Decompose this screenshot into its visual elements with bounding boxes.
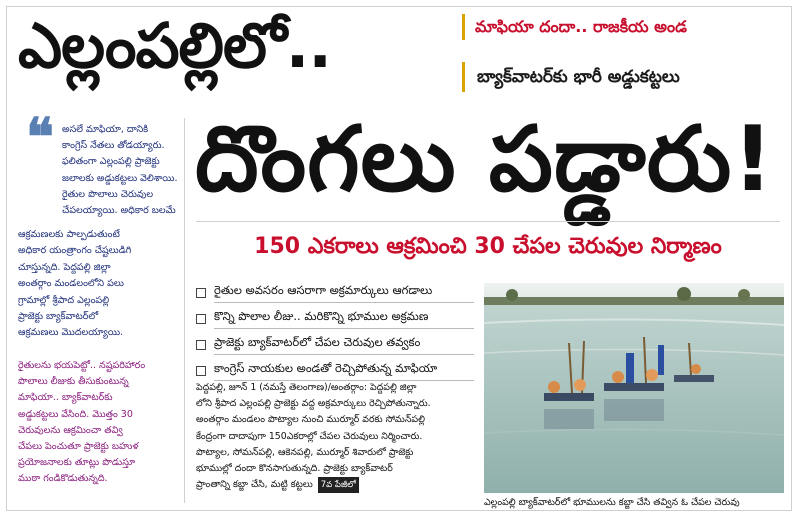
- body-line: భూముల్లో దందా కొనసాగుతున్నది. ప్రాజెక్టు బ్యాక్‌వాటర్‌: [196, 463, 393, 475]
- bullet-text: కాంగ్రెస్‌ నాయకుల అండతో రెచ్చిపోతున్న మాఫియా: [214, 361, 474, 381]
- bullet-item: [196, 282, 474, 304]
- sidebar-line: జలాలకు అడ్డుకట్టలు వెలిశాయి.: [62, 172, 178, 184]
- body-line: [196, 477, 476, 493]
- sidebar-line: రైతులను భయపెట్టో.. నష్టపరిహారం: [18, 360, 146, 371]
- checkbox-bullet-icon: [196, 314, 206, 324]
- sidebar-line: కాంగ్రెస్‌ నేతలు తోడయ్యారు.: [62, 140, 165, 152]
- sidebar-line: ప్రాజెక్టు బ్యాక్‌వాటర్‌లో: [18, 311, 99, 323]
- bullet-item: [196, 360, 474, 382]
- sidebar-line: చెరువులను ఆక్రమించా తవ్వి: [18, 424, 123, 436]
- subdeck: బ్యాక్‌వాటర్‌కు భారీ అడ్డుకట్టలు: [462, 62, 780, 92]
- sidebar-line: ఫలితంగా ఎల్లంపల్లి ప్రాజెక్టు: [62, 156, 160, 168]
- body-line: పొట్యాల, సోమన్‌పల్లి, ఆకెనపల్లి, ముర్మూర్‌ శివారులో ప్రాజెక్టు: [196, 446, 414, 458]
- checkbox-bullet-icon: [196, 340, 206, 350]
- sidebar-line: పొలాలు లీజుకు తీసుకుంటున్న: [18, 376, 129, 388]
- sidebar-line: గ్రామాల్లో శ్రీపాద ఎల్లంపల్లి: [18, 294, 110, 306]
- bullet-text: కొన్ని పొలాల లీజు.. మరికొన్ని భూముల అక్రమణ: [214, 309, 474, 329]
- article-body: [196, 380, 476, 493]
- bullet-text: ప్రాజెక్టు బ్యాక్‌వాటర్‌లో చేపల చెరువుల తవ్వకం: [214, 335, 474, 355]
- sidebar-line: ప్రయోజనాలకు తూట్లు పొడుస్తూ: [18, 457, 136, 469]
- sidebar-line: రైతుల పొలాలు చెరువుల: [62, 188, 154, 200]
- sidebar-line: అడ్డుకట్టలు వేసింది. మొత్తం 30: [18, 408, 133, 420]
- strap-headline: 150 ఎకరాలు ఆక్రమించి 30 చేపల చెరువుల నిర్మాణం: [254, 234, 722, 259]
- body-line: పెద్దపల్లి, జూన్‌ 1 (నమస్తే తెలంగాణ)/అంతర్గాం: పెద్దపల్లి జిల్లా: [196, 382, 417, 393]
- sidebar-middle: [18, 227, 182, 342]
- news-photo: [484, 283, 784, 493]
- body-line: అంతర్గాం మండలం పొట్యాల నుంచి ముర్మూర్‌ వరకు సోమన్‌పల్లి: [196, 414, 425, 426]
- sidebar-line: ఆక్రమణలు మొదలయ్యాయి.: [18, 327, 124, 339]
- body-line: కేంద్రంగా దాదాపుగా 150ఎకరాల్లో చేపల చెరువులు నిర్మించారు.: [196, 430, 423, 442]
- sidebar-line: ఆక్రమణలకు పాల్పడుతుంటే: [18, 229, 120, 240]
- body-line-text: ప్రాంతాన్ని కబ్జా చేసి, మట్టి కట్టలు: [196, 479, 313, 491]
- sidebar-line: అసలే మాఫియా, దానికి: [62, 124, 149, 135]
- sidebar-line: చేపలయ్యాయి. అధికార బలమే: [62, 205, 176, 217]
- headline-line2: దొంగలు పడ్డారు!: [195, 107, 775, 212]
- bullet-list: [196, 282, 474, 386]
- body-line: లోని శ్రీపాద ఎల్లంపల్లి ప్రాజెక్టు వద్ద అక్రమార్కులు రెచ్చిపోతున్నారు.: [196, 398, 431, 410]
- kicker: మాఫియా దందా.. రాజకీయ అండ: [462, 14, 780, 40]
- sidebar-line: అధికార యంత్రాంగం చేష్టలుడిగి: [18, 245, 132, 257]
- bullet-item: [196, 308, 474, 330]
- sidebar-top: [62, 122, 180, 219]
- sidebar-line: చూస్తున్నది. పెద్దపల్లి జిల్లా: [18, 261, 111, 273]
- sidebar-line: ముఠా గండికొడుతున్నది.: [18, 473, 108, 485]
- sidebar-line: చేపలు పెంచుతూ ప్రాజెక్టు బహుళ: [18, 441, 139, 453]
- headline-line1: ఎల్లంపల్లిలో..: [18, 9, 331, 82]
- sidebar-line: అంతర్గాం మండలంలోని పలు: [18, 278, 124, 290]
- bullet-text: రైతుల అవసరం ఆసరాగా అక్రమార్కులు ఆగడాలు: [214, 283, 474, 303]
- photo-caption: ఎల్లంపల్లి బ్యాక్‌వాటర్‌లో భూములను కబ్జా చేసి తవ్విన ఓ చేపల చెరువు: [484, 497, 740, 508]
- strap-divider: [196, 221, 780, 222]
- checkbox-bullet-icon: [196, 366, 206, 376]
- sidebar-line: మాఫియా.. బ్యాక్‌వాటర్‌కు: [18, 392, 113, 404]
- sidebar-bottom: [18, 358, 182, 488]
- column-divider: [184, 118, 185, 503]
- continued-on-page-label: 7వ పేజీలో: [318, 477, 359, 493]
- quote-icon: ❝: [26, 107, 54, 168]
- checkbox-bullet-icon: [196, 288, 206, 298]
- bullet-item: [196, 334, 474, 356]
